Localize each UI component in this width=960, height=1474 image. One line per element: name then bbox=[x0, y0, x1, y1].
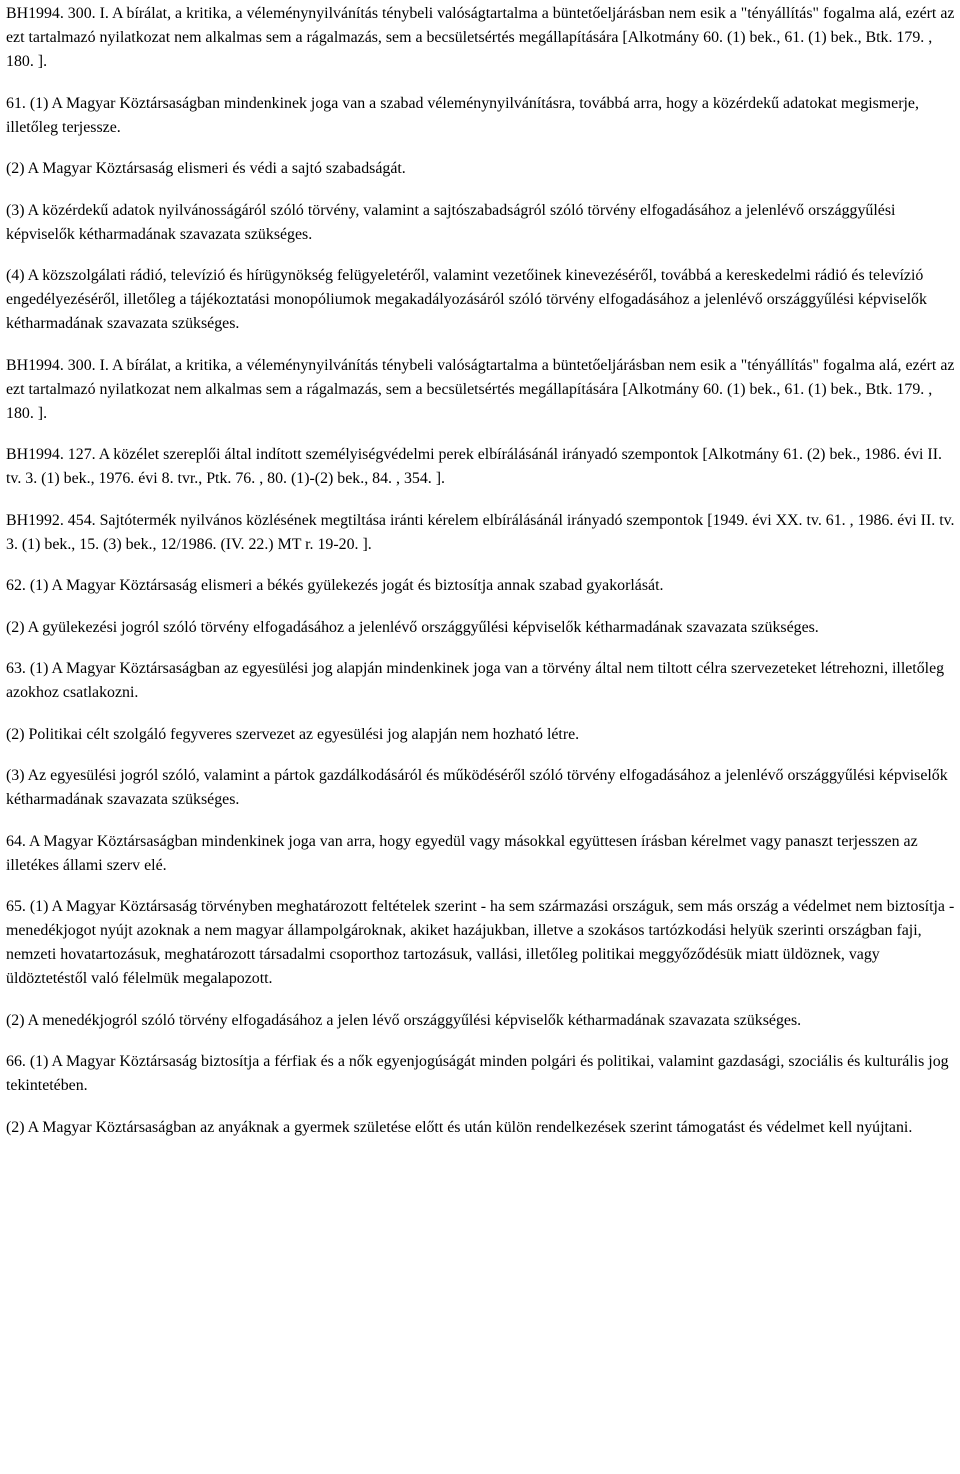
paragraph-article-62-1: 62. (1) A Magyar Köztársaság elismeri a békés gyülekezés jogát és biztosítja annak szabad gyakorlását. bbox=[6, 577, 664, 594]
paragraph-article-61-3: (3) A közérdekű adatok nyilvánosságáról szóló törvény, valamint a sajtószabadságról szóló törvény elfogadásához a jelenlévő országgyűlési képviselők kétharmadának szavazata szükséges. bbox=[6, 201, 896, 243]
paragraph-article-63-3: (3) Az egyesülési jogról szóló, valamint a pártok gazdálkodásáról és működéséről szóló törvény elfogadásához a jelenlévő országgyűlési képviselők kétharmadának szavazata szükséges. bbox=[6, 767, 948, 808]
paragraph-article-61-4: (4) A közszolgálati rádió, televízió és hírügynökség felügyeletéről, valamint vezetőinek kinevezéséről, továbbá a kereskedelmi rádió és televízió engedélyezéséről, illetőleg a tájékoztatási monopóliumok megakadályozásáról szóló törvény elfogadásához a jelenlévő országgyűlési képviselők kétharmadának szavazata szükséges. bbox=[6, 267, 927, 332]
paragraph-article-65-2: (2) A menedékjogról szóló törvény elfogadásához a jelen lévő országgyűlési képviselők kétharmadának szavazata szükséges. bbox=[6, 1011, 802, 1029]
paragraph-article-61-1: 61. (1) A Magyar Köztársaságban mindenkinek joga van a szabad véleménynyilvánításra, továbbá arra, hogy a közérdekű adatokat megismerje, illetőleg terjessze. bbox=[6, 94, 919, 136]
paragraph-article-61-2: (2) A Magyar Köztársaság elismeri és védi a sajtó szabadságát. bbox=[6, 160, 406, 177]
paragraph-article-66-2: (2) A Magyar Köztársaságban az anyáknak a gyermek születése előtt és után külön rendelkezések szerint támogatást és védelmet kell nyújtani. bbox=[6, 1118, 913, 1136]
paragraph-bh1992-454: BH1992. 454. Sajtótermék nyilvános közlésének megtiltása iránti kérelem elbírálásánál irányadó szempontok [1949. évi XX. tv. 61. , 1986. évi II. tv. 3. (1) bek., 15. (3) bek., 12/1986. (IV. 22.) MT r. 19-20. ]. bbox=[6, 511, 955, 553]
paragraph-article-62-2: (2) A gyülekezési jogról szóló törvény elfogadásához a jelenlévő országgyűlési képviselők kétharmadának szavazata szükséges. bbox=[6, 618, 819, 636]
paragraph-bh1994-300-second: BH1994. 300. I. A bírálat, a kritika, a véleménynyilvánítás ténybeli valóságtartalma a büntetőeljárásban nem esik a "tényállítás" fogalma alá, ezért az ezt tartalmazó nyilatkozat nem alkalmas sem a rágalmazás, sem a becsületsértés megállapítására [Alkotmány 60. (1) bek., 61. (1) bek., Btk. 179. , 180. ]. bbox=[6, 356, 955, 422]
paragraph-bh1994-300-first: BH1994. 300. I. A bírálat, a kritika, a véleménynyilvánítás ténybeli valóságtartalma a büntetőeljárásban nem esik a "tényállítás" fogalma alá, ezért az ezt tartalmazó nyilatkozat nem alkalmas sem a rágalmazás, sem a becsületsértés megállapítására [Alkotmány 60. (1) bek., 61. (1) bek., Btk. 179. , 180. ]. bbox=[6, 5, 955, 70]
paragraph-article-63-2: (2) Politikai célt szolgáló fegyveres szervezet az egyesülési jog alapján nem hozható létre. bbox=[6, 725, 580, 743]
paragraph-bh1994-127: BH1994. 127. A közélet szereplői által indított személyiségvédelmi perek elbírálásánál irányadó szempontok [Alkotmány 61. (2) bek., 1986. évi II. tv. 3. (1) bek., 1976. évi 8. tvr., Ptk. 76. , 80. (1)-(2) bek., 84. , 354. ]. bbox=[6, 446, 942, 487]
document-page bbox=[6, 2, 956, 1140]
paragraph-article-64: 64. A Magyar Köztársaságban mindenkinek joga van arra, hogy egyedül vagy másokkal együttesen írásban kérelmet vagy panaszt terjesszen az illetékes állami szerv elé. bbox=[6, 832, 918, 874]
paragraph-article-63-1: 63. (1) A Magyar Köztársaságban az egyesülési jog alapján mindenkinek joga van a törvény által nem tiltott célra szervezeteket létrehozni, illetőleg azokhoz csatlakozni. bbox=[6, 660, 945, 701]
paragraph-article-65-1: 65. (1) A Magyar Köztársaság törvényben meghatározott feltételek szerint - ha sem származási országuk, sem más ország a védelmet nem biztosítja - menedékjogot nyújt azoknak a nem magyar állampolgároknak, akiket hazájukban, illetve a szokásos tartózkodási helyük szerinti országban faji, nemzeti hovatartozásuk, meghatározott társadalmi csoporthoz tartozásuk, vallási, illetőleg politikai meggyőződésük miatt üldöznek, vagy üldöztetéstől való félelmük megalapozott. bbox=[6, 898, 955, 987]
paragraph-article-66-1: 66. (1) A Magyar Köztársaság biztosítja a férfiak és a nők egyenjogúságát minden polgári és politikai, valamint gazdasági, szociális és kulturális jog tekintetében. bbox=[6, 1053, 949, 1094]
